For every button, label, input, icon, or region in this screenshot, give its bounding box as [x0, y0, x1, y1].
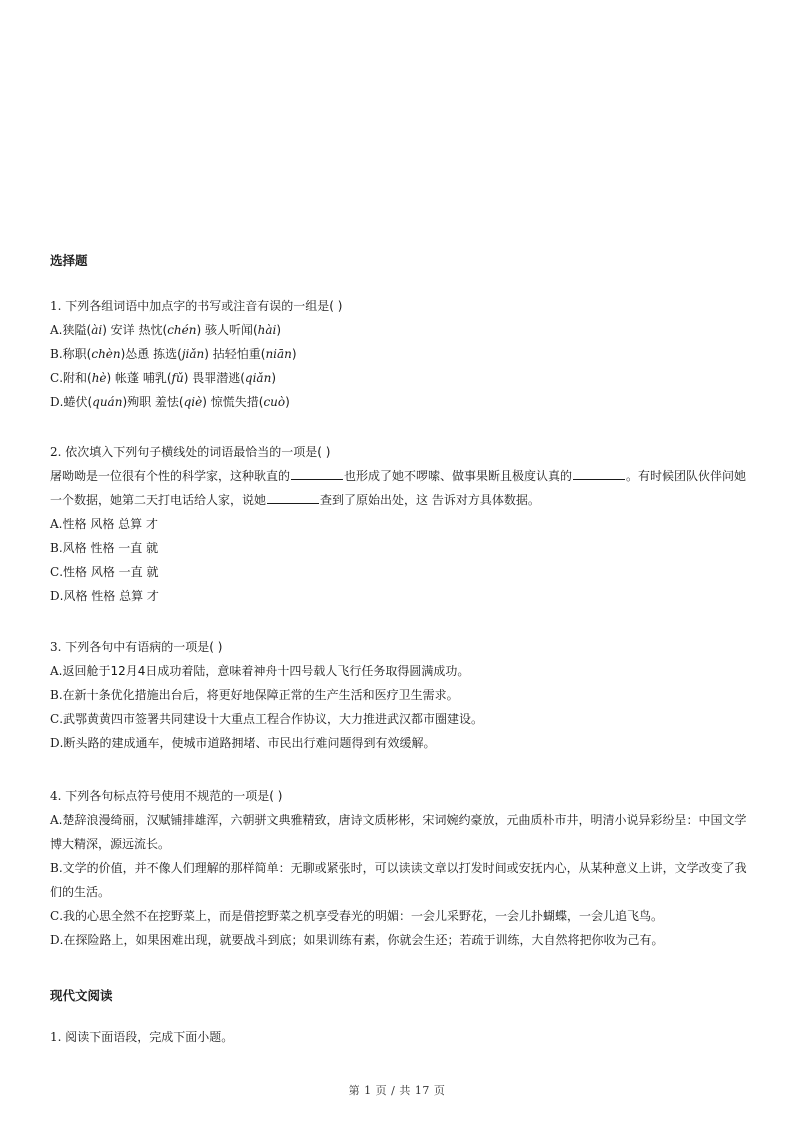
option-a: [50, 808, 750, 856]
option-letter: D: [50, 395, 60, 409]
option-letter: D: [50, 736, 60, 750]
option-letter: D: [50, 589, 60, 603]
pinyin: chén: [167, 323, 197, 337]
option-sep: .: [58, 664, 63, 678]
option-text: 楚辞浪漫绮丽，汉赋铺排雄浑，六朝骈文典雅精致，唐诗文质彬彬，宋词婉约豪放，元曲质朴市井，明清小说异彩纷呈：中国文学博大精深，源远流长。: [50, 813, 747, 851]
pinyin: jiǎn: [181, 347, 205, 361]
option-b: [50, 856, 750, 904]
option-text: ) 安详 热忱(: [102, 323, 168, 337]
option-c: [50, 366, 750, 390]
option-sep: .: [59, 909, 64, 923]
option-text: 附和(: [63, 371, 92, 385]
option-b: [50, 683, 750, 707]
question-1: [50, 294, 750, 414]
question-stem: [50, 294, 750, 318]
pinyin: qiè: [183, 395, 203, 409]
option-text: 我的心思全然不在挖野菜上，而是借挖野菜之机享受春光的明媚：一会儿采野花，一会儿扑蝴蝶，一会儿追飞鸟。: [63, 909, 664, 923]
option-text: 风格 性格 总算 才: [63, 589, 159, 603]
option-d: [50, 928, 750, 952]
pinyin: hè: [91, 371, 107, 385]
fill-blank: [267, 489, 319, 504]
option-sep: .: [58, 347, 63, 361]
option-letter: B: [50, 541, 59, 555]
pinyin: hài: [257, 323, 277, 337]
option-letter: A: [50, 323, 59, 337]
option-sep: .: [58, 323, 63, 337]
option-text: 蜷伏(: [63, 395, 93, 409]
question-2: [50, 440, 750, 608]
question-number: 2.: [50, 445, 62, 459]
option-c: [50, 707, 750, 731]
option-sep: .: [59, 933, 64, 947]
option-b: [50, 536, 750, 560]
fill-blank: [573, 465, 625, 480]
option-text: ): [285, 395, 290, 409]
stem-text: 下列各句中有语病的一项是( ): [65, 640, 223, 654]
option-sep: .: [58, 541, 63, 555]
option-letter: C: [50, 565, 60, 579]
option-sep: .: [59, 712, 64, 726]
option-text: ) 骇人听闻(: [196, 323, 258, 337]
stem-text: 下列各组词语中加点字的书写或注音有误的一组是( ): [65, 299, 343, 313]
option-sep: .: [58, 517, 63, 531]
option-text: 性格 风格 总算 才: [62, 517, 158, 531]
option-a: [50, 659, 750, 683]
option-text: ): [276, 323, 282, 337]
stem-text: 下列各句标点符号使用不规范的一项是( ): [65, 789, 283, 803]
option-a: [50, 512, 750, 536]
option-text: )怂恿 拣选(: [120, 347, 182, 361]
pinyin: niān: [265, 347, 292, 361]
pinyin: chèn: [91, 347, 121, 361]
passage-text: 查到了原始出处，这 告诉对方具体数据。: [320, 493, 540, 507]
fill-blank: [291, 465, 343, 480]
option-text: ) 惊慌失措(: [202, 395, 264, 409]
question-number: 1.: [50, 1030, 62, 1044]
option-sep: .: [58, 813, 63, 827]
option-text: ) 拈轻怕重(: [204, 347, 266, 361]
question-3: [50, 635, 750, 755]
option-a: [50, 318, 750, 342]
option-letter: A: [50, 664, 59, 678]
option-letter: B: [50, 347, 59, 361]
question-stem: [50, 635, 750, 659]
option-letter: C: [50, 712, 60, 726]
option-sep: .: [59, 565, 64, 579]
option-sep: .: [58, 688, 63, 702]
option-sep: .: [59, 736, 64, 750]
option-text: 在新十条优化措施出台后，将更好地保障正常的生产生活和医疗卫生需求。: [62, 688, 459, 702]
option-letter: A: [50, 813, 59, 827]
pinyin: ài: [91, 323, 103, 337]
stem-text: 依次填入下列句子横线处的词语最恰当的一项是( ): [65, 445, 331, 459]
pinyin: quán: [92, 395, 123, 409]
option-text: 文学的价值，并不像人们理解的那样简单：无聊或紧张时，可以读读文章以打发时间或安抚内心，从某种意义上讲，文学改变了我们的生活。: [50, 861, 747, 899]
option-c: [50, 560, 750, 584]
question-passage: [50, 464, 750, 512]
option-c: [50, 904, 750, 928]
option-letter: C: [50, 371, 60, 385]
option-text: 称职(: [62, 347, 92, 361]
option-text: ) 帐蓬 哺乳(: [106, 371, 172, 385]
option-letter: A: [50, 517, 59, 531]
page-footer: 第 1 页 / 共 17 页: [348, 1084, 446, 1097]
question-4: [50, 784, 750, 952]
question-number: 1.: [50, 299, 62, 313]
option-letter: C: [50, 909, 60, 923]
section-title-reading: 现代文阅读: [50, 988, 113, 1003]
option-letter: B: [50, 861, 59, 875]
question-stem: [50, 784, 750, 808]
question-stem: [50, 440, 750, 464]
option-sep: .: [59, 589, 64, 603]
option-d: [50, 390, 750, 414]
option-sep: .: [58, 861, 63, 875]
option-b: [50, 342, 750, 366]
option-text: 性格 风格 一直 就: [63, 565, 159, 579]
option-sep: .: [59, 371, 64, 385]
question-number: 3.: [50, 640, 62, 654]
pinyin: cuò: [263, 395, 286, 409]
pinyin: qiǎn: [244, 371, 272, 385]
option-text: 在探险路上，如果困难出现，就要战斗到底；如果训练有素，你就会生还；若疏于训练，大自然将把你收为己有。: [63, 933, 664, 947]
section-title-choice: 选择题: [50, 253, 88, 268]
option-d: [50, 731, 750, 755]
option-text: ) 畏罪潜逃(: [183, 371, 245, 385]
pinyin: fǔ: [171, 371, 184, 385]
option-text: 断头路的建成通车，使城市道路拥堵、市民出行难问题得到有效缓解。: [63, 736, 436, 750]
option-text: 武鄂黄黄四市签署共同建设十大重点工程合作协议，大力推进武汉都市圈建设。: [63, 712, 484, 726]
passage-text: 屠呦呦是一位很有个性的科学家，这种耿直的: [50, 469, 291, 483]
option-text: ): [291, 347, 297, 361]
passage-text: 也形成了她不啰嗦、做事果断且极度认真的: [344, 469, 573, 483]
reading-question-1: [50, 1025, 750, 1049]
option-text: )殉职 羞怯(: [122, 395, 184, 409]
option-text: 返回舱于12月4日成功着陆，意味着神舟十四号载人飞行任务取得圆满成功。: [62, 664, 470, 678]
option-text: 风格 性格 一直 就: [62, 541, 159, 555]
question-stem: [50, 1025, 750, 1049]
option-sep: .: [59, 395, 64, 409]
stem-text: 阅读下面语段，完成下面小题。: [65, 1030, 234, 1044]
passage-text: 。有时候团队伙伴问她一个数据，她第二天打电话给人家，说她: [50, 469, 747, 507]
option-d: [50, 584, 750, 608]
option-text: 狭隘(: [62, 323, 92, 337]
question-number: 4.: [50, 789, 62, 803]
option-letter: B: [50, 688, 59, 702]
option-text: ): [271, 371, 276, 385]
option-letter: D: [50, 933, 60, 947]
